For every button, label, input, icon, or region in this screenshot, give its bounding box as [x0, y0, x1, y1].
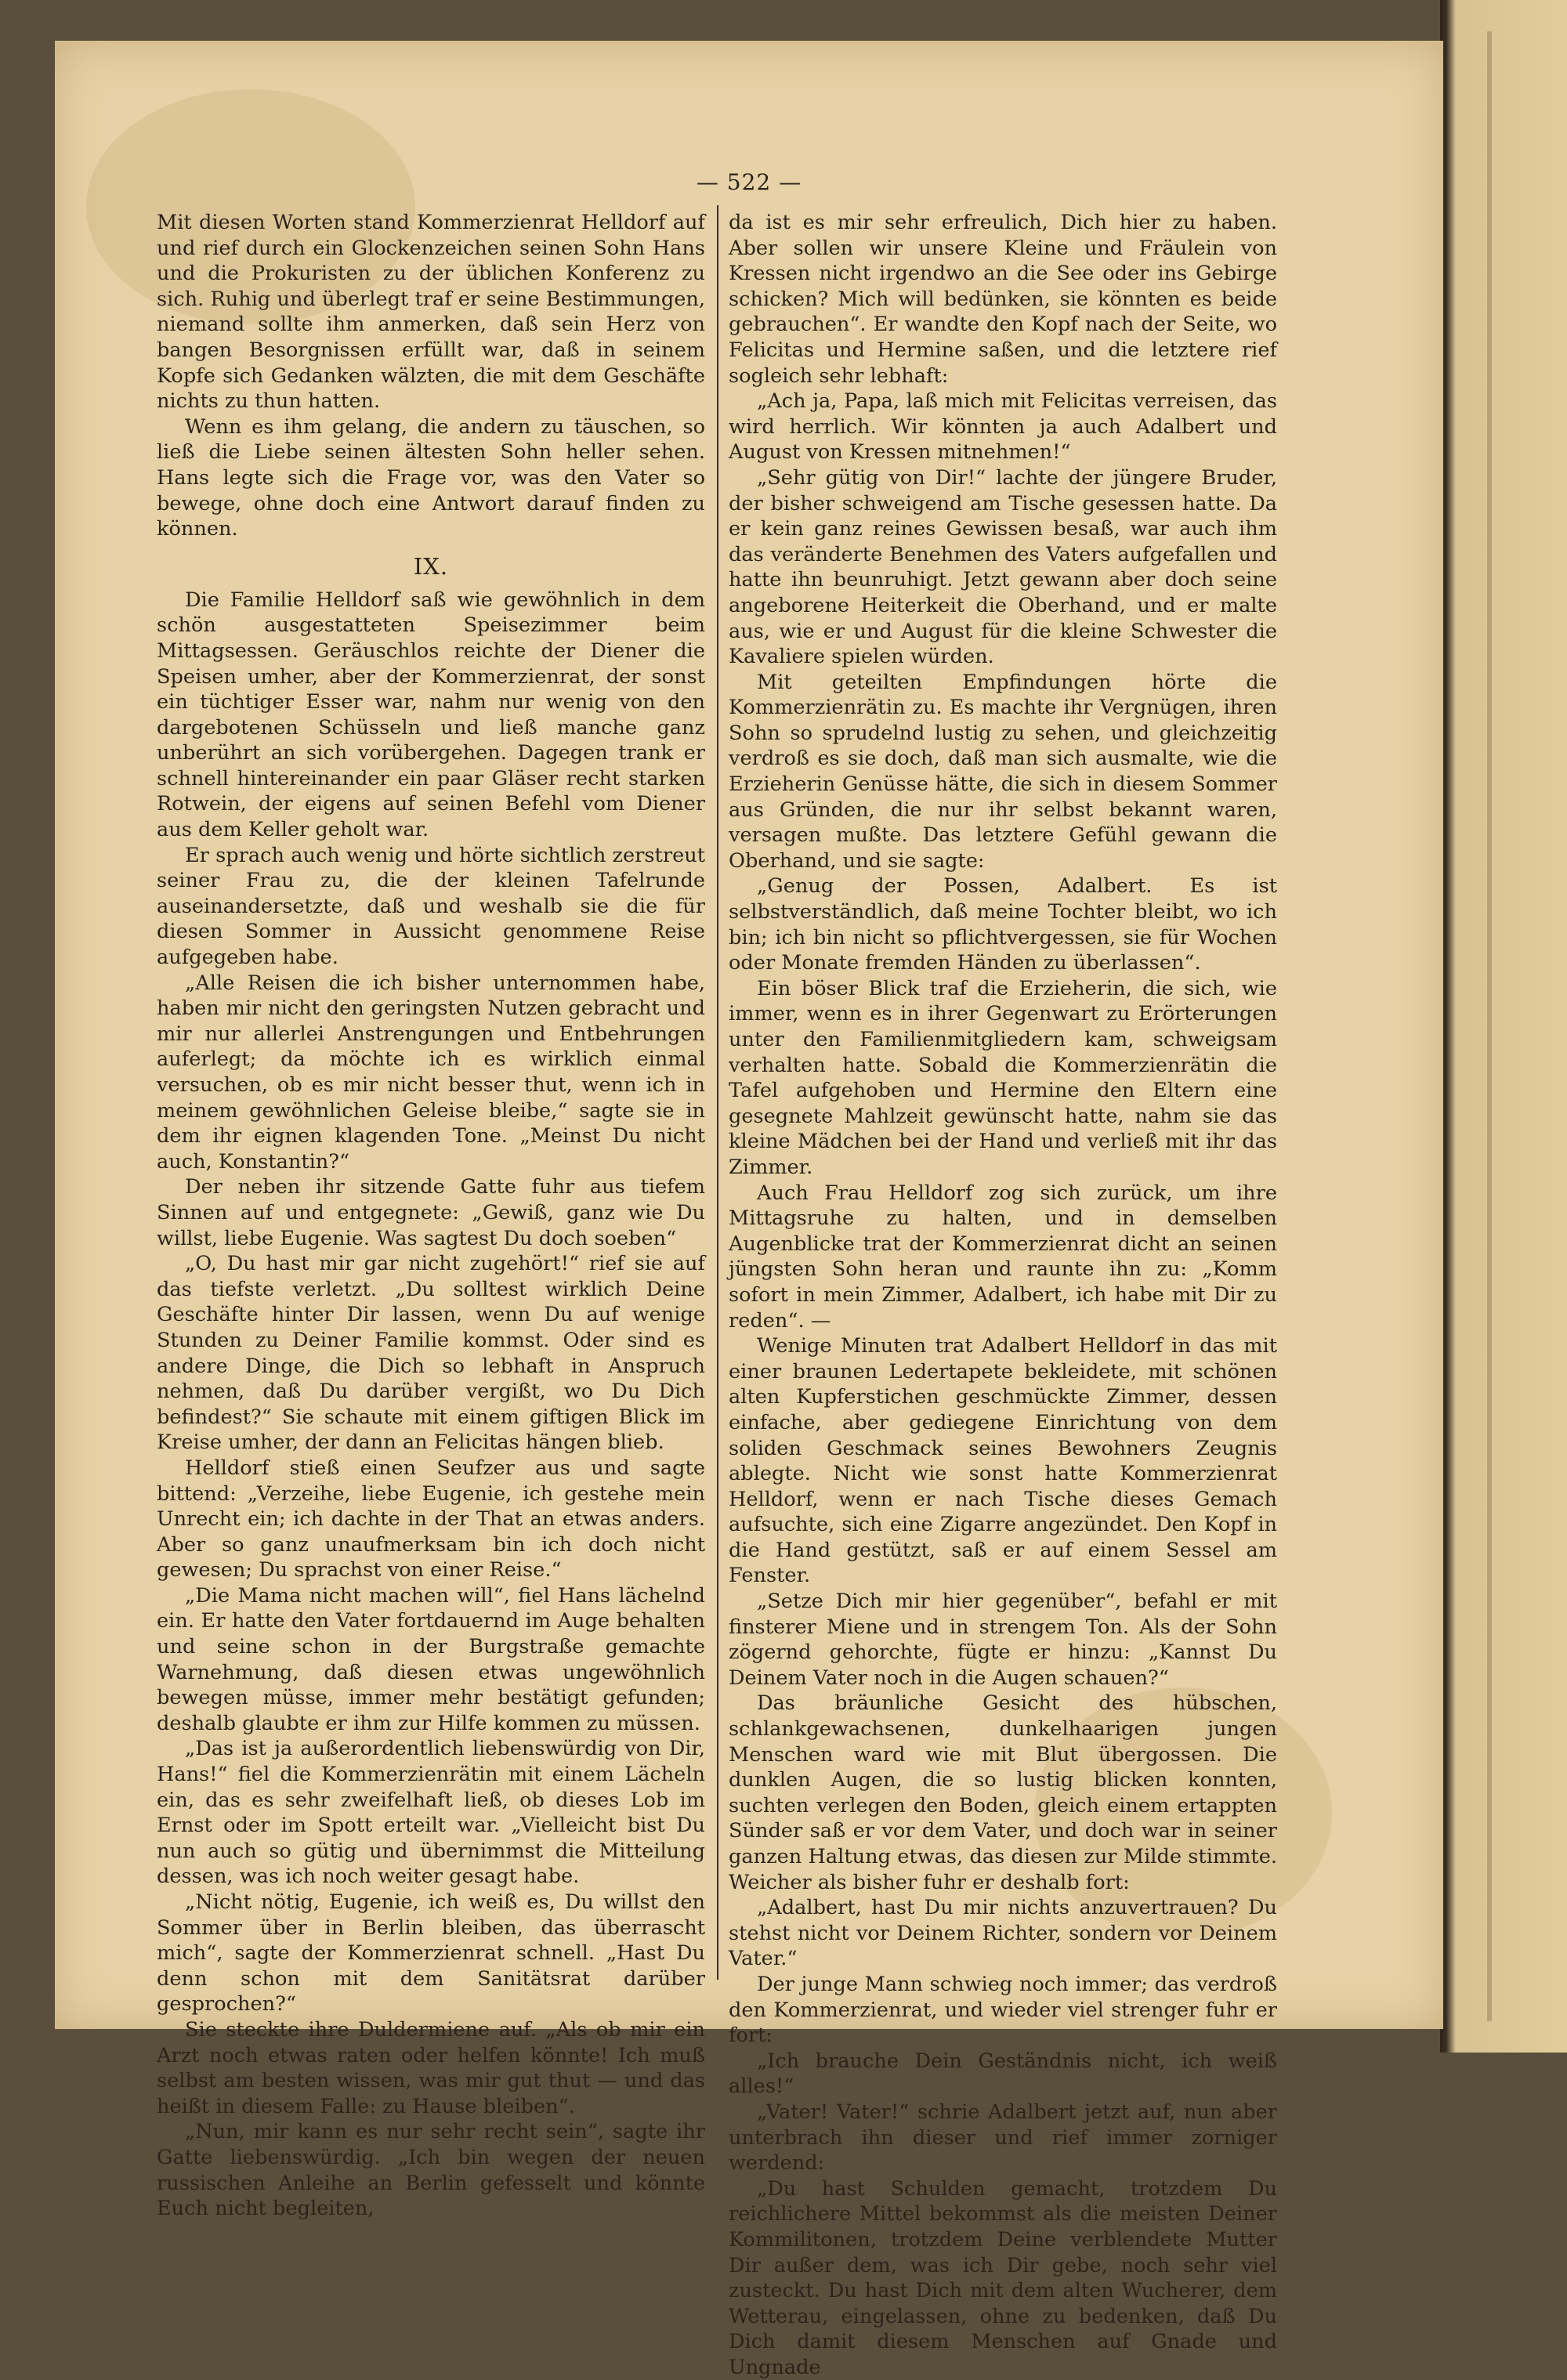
paragraph: „Genug der Possen, Adalbert. Es ist selbstverständlich, daß meine Tochter bleibt, wo ich bin; ich bin nicht so pflichtvergessen, sie für Wochen oder Monate fremden Händen zu überlassen“.: [729, 874, 1277, 975]
paragraph: „Vater! Vater!“ schrie Adalbert jetzt auf, nun aber unterbrach ihn dieser und rief immer zorniger werdend:: [729, 2100, 1277, 2176]
column-divider: [717, 205, 718, 1980]
paragraph: „Du hast Schulden gemacht, trotzdem Du reichlichere Mittel bekommst als die meisten Deiner Kommilitonen, trotzdem Deine verblendete Mutter Dir außer dem, was ich Dir gebe, noch sehr viel zusteckt. Du hast Dich mit dem alten Wucherer, dem Wetterau, eingelassen, ohne zu bedenken, daß Du Dich damit diesem Menschen auf Gnade und Ungnade: [729, 2176, 1277, 2379]
paragraph: Der junge Mann schwieg noch immer; das verdroß den Kommerzienrat, und wieder viel strenger fuhr er fort:: [729, 1972, 1277, 2048]
paragraph: Wenn es ihm gelang, die andern zu täuschen, so ließ die Liebe seinen ältesten Sohn heller sehen. Hans legte sich die Frage vor, was den Vater so bewege, ohne doch eine Antwort darauf finden zu können.: [157, 414, 705, 541]
chapter-heading: IX.: [413, 552, 449, 580]
paragraph: „O, Du hast mir gar nicht zugehört!“ rief sie auf das tiefste verletzt. „Du solltest wirklich Deine Geschäfte hinter Dir lassen, wenn Du auf wenige Stunden zu Deiner Familie kommst. Oder sind es andere Dinge, die Dich so lebhaft in Anspruch nehmen, daß Du darüber vergißt, wo Du Dich befindest?“ Sie schaute mit einem giftigen Blick im Kreise umher, der dann an Felicitas hängen blieb.: [157, 1252, 705, 1455]
paragraph: „Nicht nötig, Eugenie, ich weiß es, Du willst den Sommer über in Berlin bleiben, das überrascht mich“, sagte der Kommerzienrat schnell. „Hast Du denn schon mit dem Sanitätsrat darüber gesprochen?“: [157, 1890, 705, 2016]
page-number: — 522 —: [696, 169, 802, 195]
paragraph: da ist es mir sehr erfreulich, Dich hier zu haben. Aber sollen wir unsere Kleine und Fräulein von Kressen nicht irgendwo an die See oder ins Gebirge schicken? Mich will bedünken, sie könnten es beide gebrauchen“. Er wandte den Kopf nach der Seite, wo Felicitas und Hermine saßen, und die letztere rief sogleich sehr lebhaft:: [729, 211, 1277, 388]
paragraph: „Ich brauche Dein Geständnis nicht, ich weiß alles!“: [729, 2049, 1277, 2099]
paragraph: „Setze Dich mir hier gegenüber“, befahl er mit finsterer Miene und in strengem Ton. Als der Sohn zögernd gehorchte, fügte er hinzu: „Kannst Du Deinem Vater noch in die Augen schauen?“: [729, 1590, 1277, 1690]
paragraph: „Adalbert, hast Du mir nichts anzuvertrauen? Du stehst nicht vor Deinem Richter, sondern vor Deinem Vater.“: [729, 1896, 1277, 1971]
paragraph: Ein böser Blick traf die Erzieherin, die sich, wie immer, wenn es in ihrer Gegenwart zu Erörterungen unter den Familienmitgliedern kam, schweigsam verhalten hatte. Sobald die Kommerzienrätin die Tafel aufgehoben und Hermine den Eltern eine gesegnete Mahlzeit gewünscht hatte, nahm sie das kleine Mädchen bei der Hand und verließ mit ihr das Zimmer.: [729, 976, 1277, 1179]
paragraph: Wenige Minuten trat Adalbert Helldorf in das mit einer braunen Ledertapete bekleidete, mit schönen alten Kupferstichen geschmückte Zimmer, dessen einfache, aber gediegene Einrichtung von dem soliden Geschmack seines Bewohners Zeugnis ablegte. Nicht wie sonst hatte Kommerzienrat Helldorf, wenn er nach Tische dieses Gemach aufsuchte, sich eine Zigarre angezündet. Den Kopf in die Hand gestützt, saß er auf einem Sessel am Fenster.: [729, 1334, 1277, 1588]
paragraph: „Nun, mir kann es nur sehr recht sein“, sagte ihr Gatte liebenswürdig. „Ich bin wegen der neuen russischen Anleihe an Berlin gefesselt und könnte Euch nicht begleiten,: [157, 2120, 705, 2221]
left-column: [157, 210, 705, 2222]
paragraph: Auch Frau Helldorf zog sich zurück, um ihre Mittagsruhe zu halten, und in demselben Augenblicke trat der Kommerzienrat dicht an seinen jüngsten Sohn heran und raunte ihn zu: „Komm sofort in mein Zimmer, Adalbert, ich habe mit Dir zu reden“. —: [729, 1181, 1277, 1333]
paragraph: Sie steckte ihre Duldermiene auf. „Als ob mir ein Arzt noch etwas raten oder helfen könnte! Ich muß selbst am besten wissen, was mir gut thut — und das heißt in diesem Falle: zu Hause bleiben“.: [157, 2017, 705, 2118]
paragraph: „Die Mama nicht machen will“, fiel Hans lächelnd ein. Er hatte den Vater fortdauernd im Auge behalten und seine schon in der Burgstraße gemachte Warnehmung, daß diesen etwas ungewöhnlich bewegen müsse, immer mehr bestätigt gefunden; deshalb glaubte er ihm zur Hilfe kommen zu müssen.: [157, 1583, 705, 1735]
paragraph: „Sehr gütig von Dir!“ lachte der jüngere Bruder, der bisher schweigend am Tische gesessen hatte. Da er kein ganz reines Gewissen besaß, war auch ihm das veränderte Benehmen des Vaters aufgefallen und hatte ihn beunruhigt. Jetzt gewann aber doch seine angeborene Heiterkeit die Oberhand, und er malte aus, wie er und August für die kleine Schwester die Kavaliere spielen würden.: [729, 465, 1277, 669]
right-column: [729, 210, 1277, 2380]
paragraph: Mit geteilten Empfindungen hörte die Kommerzienrätin zu. Es machte ihr Vergnügen, ihren Sohn so sprudelnd lustig zu sehen, und gleichzeitig verdroß es sie doch, daß man sich ausmalte, wie die Erzieherin Genüsse hätte, die sich in diesem Sommer aus Gründen, die nur ihr selbst bekannt waren, versagen mußte. Das letztere Gefühl gewann die Oberhand, und sie sagte:: [729, 670, 1277, 873]
paragraph: Mit diesen Worten stand Kommerzienrat Helldorf auf und rief durch ein Glockenzeichen seinen Sohn Hans und die Prokuristen zu der üblichen Konferenz zu sich. Ruhig und überlegt traf er seine Bestimmungen, niemand sollte ihm anmerken, daß sein Herz von bangen Besorgnissen erfüllt war, daß in seinem Kopfe sich Gedanken wälzten, die mit dem Geschäfte nichts zu thun hatten.: [157, 211, 705, 414]
paragraph: „Ach ja, Papa, laß mich mit Felicitas verreisen, das wird herrlich. Wir könnten ja auch Adalbert und August von Kressen mitnehmen!“: [729, 389, 1277, 465]
paragraph: „Alle Reisen die ich bisher unternommen habe, haben mir nicht den geringsten Nutzen gebracht und mir nur allerlei Anstrengungen und Entbehrungen auferlegt; da möchte ich es wirklich einmal versuchen, ob es mir nicht besser thut, wenn ich in meinem gewöhnlichen Geleise bleibe,“ sagte sie in dem ihr eignen klagenden Tone. „Meinst Du nicht auch, Konstantin?“: [157, 971, 705, 1174]
adjacent-page-fold: [1487, 31, 1492, 2021]
paragraph: Der neben ihr sitzende Gatte fuhr aus tiefem Sinnen auf und entgegnete: „Gewiß, ganz wie Du willst, liebe Eugenie. Was sagtest Du doch soeben“: [157, 1175, 705, 1250]
paragraph: Die Familie Helldorf saß wie gewöhnlich in dem schön ausgestatteten Speisezimmer beim Mittagsessen. Geräuschlos reichte der Diener die Speisen umher, aber der Kommerzienrat, der sonst ein tüchtiger Esser war, nahm nur wenig von den dargebotenen Schüsseln und ließ manche ganz unberührt an sich vorübergehen. Dagegen trank er schnell hintereinander ein paar Gläser recht starken Rotwein, der eigens auf seinen Befehl vom Diener aus dem Keller geholt war.: [157, 588, 705, 842]
paragraph: „Das ist ja außerordentlich liebenswürdig von Dir, Hans!“ fiel die Kommerzienrätin mit einem Lächeln ein, das es sehr zweifelhaft ließ, ob dieses Lob im Ernst oder im Spott erteilt war. „Vielleicht bist Du nun auch so gütig und übernimmst die Mitteilung dessen, was ich noch weiter gesagt habe.: [157, 1737, 705, 1889]
paragraph: Helldorf stieß einen Seufzer aus und sagte bittend: „Verzeihe, liebe Eugenie, ich gestehe mein Unrecht ein; ich dachte in der That an etwas anders. Aber so ganz unaufmerksam bin ich doch nicht gewesen; Du sprachst von einer Reise.“: [157, 1456, 705, 1582]
adjacent-page-edge: [1440, 0, 1567, 2053]
paragraph: Das bräunliche Gesicht des hübschen, schlankgewachsenen, dunkelhaarigen jungen Menschen ward wie mit Blut übergossen. Die dunklen Augen, die so lustig blicken konnten, suchten verlegen den Boden, gleich einem ertappten Sünder saß er vor dem Vater, und doch war in seiner ganzen Haltung etwas, das diesen zur Milde stimmte. Weicher als bisher fuhr er deshalb fort:: [729, 1691, 1277, 1894]
paragraph: Er sprach auch wenig und hörte sichtlich zerstreut seiner Frau zu, die der kleinen Tafelrunde auseinandersetzte, daß und weshalb sie die für diesen Sommer in Aussicht genommene Reise aufgegeben habe.: [157, 843, 705, 970]
